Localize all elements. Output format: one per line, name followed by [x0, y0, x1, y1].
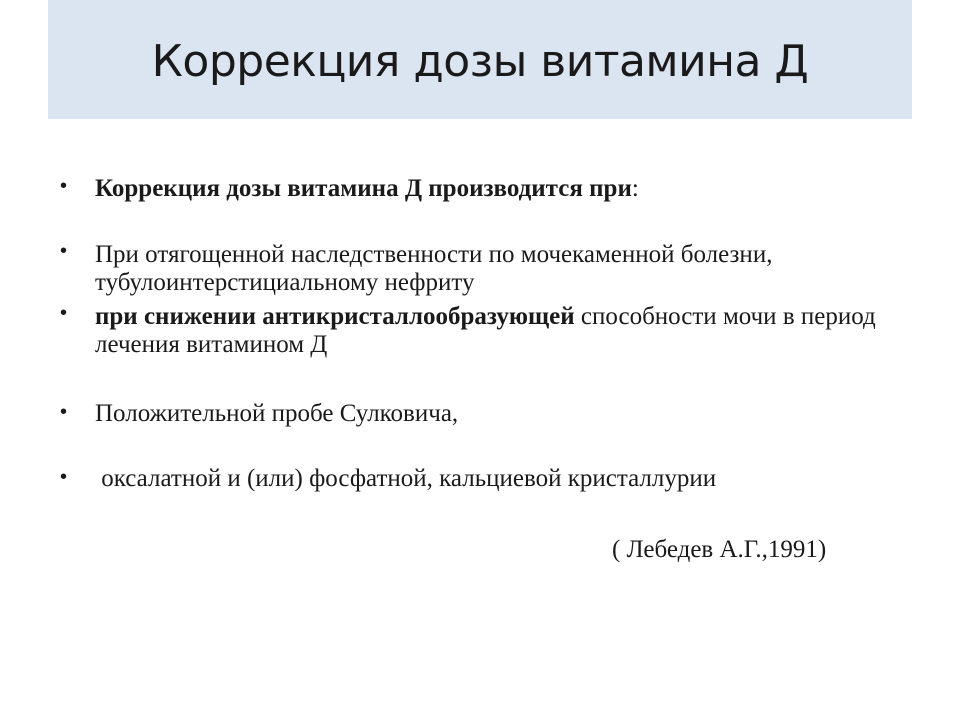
- bullet-text: [95, 465, 915, 493]
- bullet-text: [95, 175, 915, 203]
- bullet-normal-text: оксалатной и (или) фосфатной, кальциевой кристаллурии: [95, 465, 717, 492]
- title-band: [48, 0, 912, 119]
- bullet-bold-text: Коррекция дозы витамина Д производится при: [95, 175, 632, 202]
- bullet-marker: •: [60, 240, 68, 262]
- bullet-marker: •: [60, 175, 68, 197]
- citation: ( Лебедев А.Г.,1991): [612, 536, 827, 563]
- slide-title: Коррекция дозы витамина Д: [151, 36, 809, 87]
- bullet-text: [95, 400, 915, 428]
- bullet-normal-text: Положительной пробе Сулковича,: [95, 400, 459, 427]
- bullet-marker: •: [60, 466, 68, 488]
- bullet-bold-text: при снижении антикристаллообразующей: [95, 303, 575, 330]
- bullet-marker: •: [60, 302, 68, 324]
- bullet-normal-text: :: [631, 175, 639, 202]
- bullet-normal-text: способности мочи в период лечения витамином Д: [95, 303, 876, 358]
- bullet-marker: •: [60, 401, 68, 423]
- bullet-text: [95, 303, 895, 359]
- bullet-normal-text: При отягощенной наследственности по мочекаменной болезни, тубулоинтерстициальному нефриту: [95, 241, 773, 296]
- bullet-text: [95, 241, 895, 297]
